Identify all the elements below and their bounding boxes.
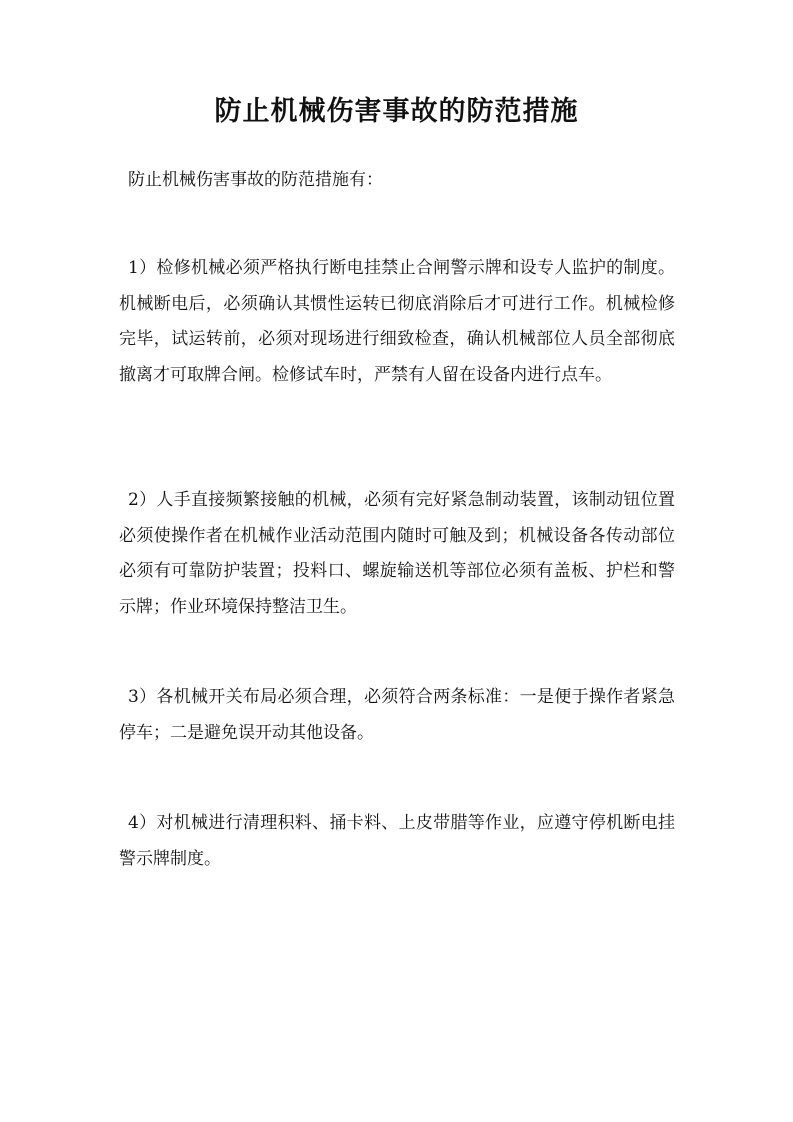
paragraph-1-text: 检修机械必须严格执行断电挂禁止合闸警示牌和设专人监护的制度。机械断电后，必须确认其惯性运转已彻底消除后才可进行工作。机械检修完毕，试运转前，必须对现场进行细致检查，确认机械部位人员全部彻底撤离才可取牌合闸。检修试车时，严禁有人留在设备内进行点车。 [119,258,676,385]
paragraph-4-text: 对机械进行清理积料、捅卡料、上皮带腊等作业，应遵守停机断电挂警示牌制度。 [119,813,676,869]
paragraph-2-number: 2） [128,490,157,510]
paragraph-4-number: 4） [128,813,157,833]
paragraph-2-text: 人手直接频繁接触的机械，必须有完好紧急制动装置，该制动钮位置必须使操作者在机械作业活动范围内随时可触及到；机械设备各传动部位必须有可靠防护装置；投料口、螺旋输送机等部位必须有盖板、护栏和警示牌；作业环境保持整洁卫生。 [119,490,676,617]
paragraph-3-number: 3） [128,687,157,707]
paragraph-1 [119,251,675,393]
paragraph-1-number: 1） [128,258,157,278]
document-title: 防止机械伤害事故的防范措施 [214,96,579,127]
paragraph-3 [119,680,675,751]
paragraph-4 [119,806,675,877]
intro-text: 防止机械伤害事故的防范措施有： [128,170,383,190]
paragraph-2 [119,483,675,625]
paragraph-3-text: 各机械开关布局必须合理，必须符合两条标准：一是便于操作者紧急停车；二是避免误开动其他设备。 [119,687,676,743]
